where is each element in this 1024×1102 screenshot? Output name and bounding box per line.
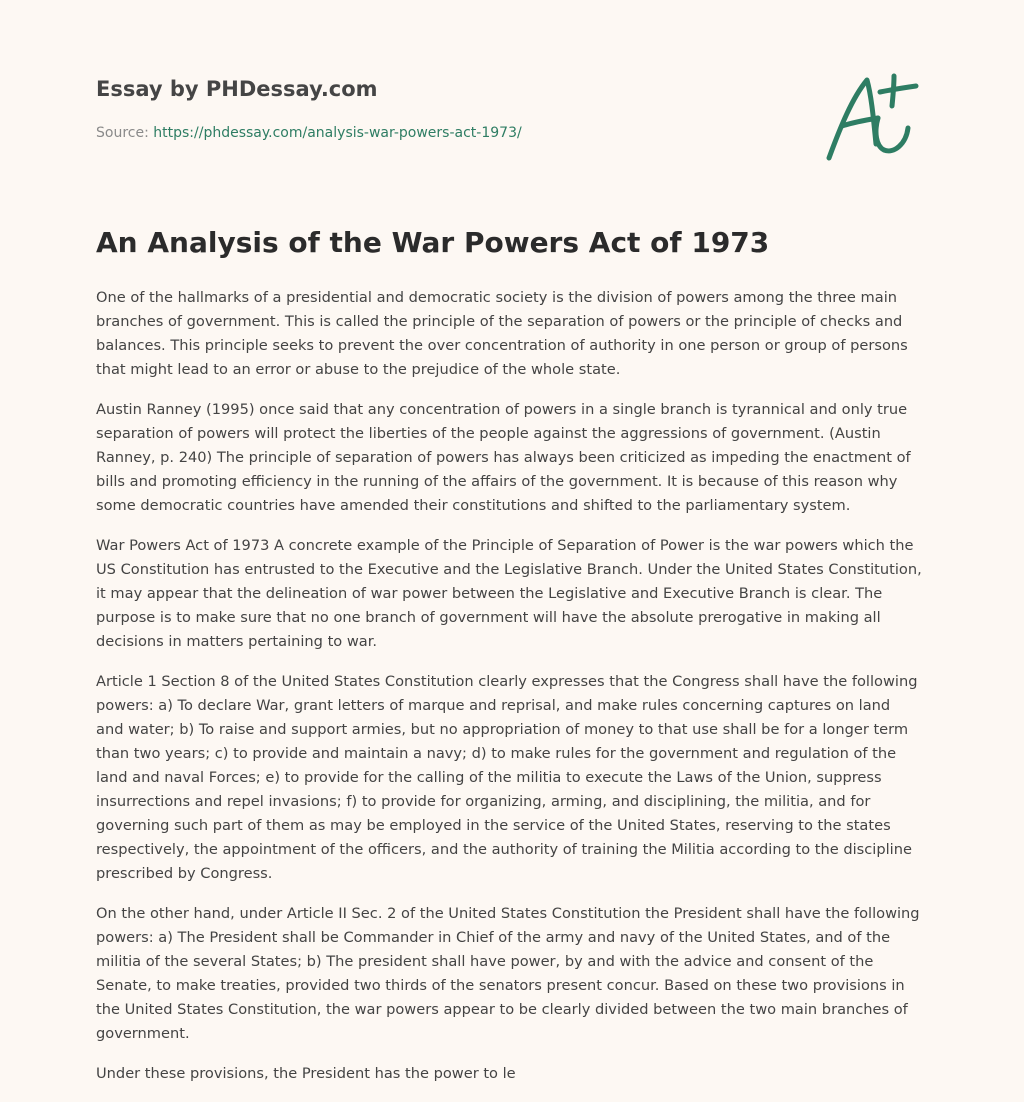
essay-body [96,286,922,1102]
a-plus-logo-stroke [880,86,916,92]
essay-title: An Analysis of the War Powers Act of 1973 [96,226,770,259]
source-link[interactable]: https://phdessay.com/analysis-war-powers-act-1973/ [153,125,522,141]
brand-title: Essay by PHDessay.com [96,77,378,101]
essay-paragraph: On the other hand, under Article II Sec. 2 of the United States Constitution the President shall have the following powers: a) The President shall be Commander in Chief of the army and navy of the United States, and of the militia of the several States; b) The president shall have power, by and with the advice and consent of the Senate, to make treaties, provided two thirds of the senators present concur. Based on these two provisions in the United States Constitution, the war powers appear to be clearly divided between the two main branches of government. [96,905,920,1042]
source-line [96,125,522,141]
essay-paragraph: War Powers Act of 1973 A concrete example of the Principle of Separation of Power is the war powers which the US Constitution has entrusted to the Executive and the Legislative Branch. Under the United States Constitution, it may appear that the delineation of war power between the Legislative and Executive Branch is clear. The purpose is to make sure that no one branch of government will have the absolute prerogative in making all decisions in matters pertaining to war. [96,537,922,650]
essay-paragraph: One of the hallmarks of a presidential and democratic society is the division of powers among the three main branches of government. This is called the principle of the separation of powers or the principle of checks and balances. This principle seeks to prevent the over concentration of authority in one person or group of persons that might lead to an error or abuse to the prejudice of the whole state. [96,289,908,378]
a-plus-logo-icon [822,70,926,166]
essay-paragraph: Under these provisions, the President has the power to le [96,1065,516,1082]
essay-paragraph: Austin Ranney (1995) once said that any concentration of powers in a single branch is tyrannical and only true separation of powers will protect the liberties of the people against the aggressions of government. (Austin Ranney, p. 240) The principle of separation of powers has always been criticized as impeding the enactment of bills and promoting efficiency in the running of the affairs of the government. It is because of this reason why some democratic countries have amended their constitutions and shifted to the parliamentary system. [96,401,911,514]
essay-paragraph: Article 1 Section 8 of the United States Constitution clearly expresses that the Congress shall have the following powers: a) To declare War, grant letters of marque and reprisal, and make rules concerning captures on land and water; b) To raise and support armies, but no appropriation of money to that use shall be for a longer term than two years; c) to provide and maintain a navy; d) to make rules for the government and regulation of the land and naval Forces; e) to provide for the calling of the militia to execute the Laws of the Union, suppress insurrections and repel invasions; f) to provide for organizing, arming, and disciplining, the militia, and for governing such part of them as may be employed in the service of the United States, reserving to the states respectively, the appointment of the officers, and the authority of training the Militia according to the discipline prescribed by Congress. [96,673,918,882]
source-label: Source: [96,125,154,141]
a-plus-logo-stroke [876,118,908,151]
